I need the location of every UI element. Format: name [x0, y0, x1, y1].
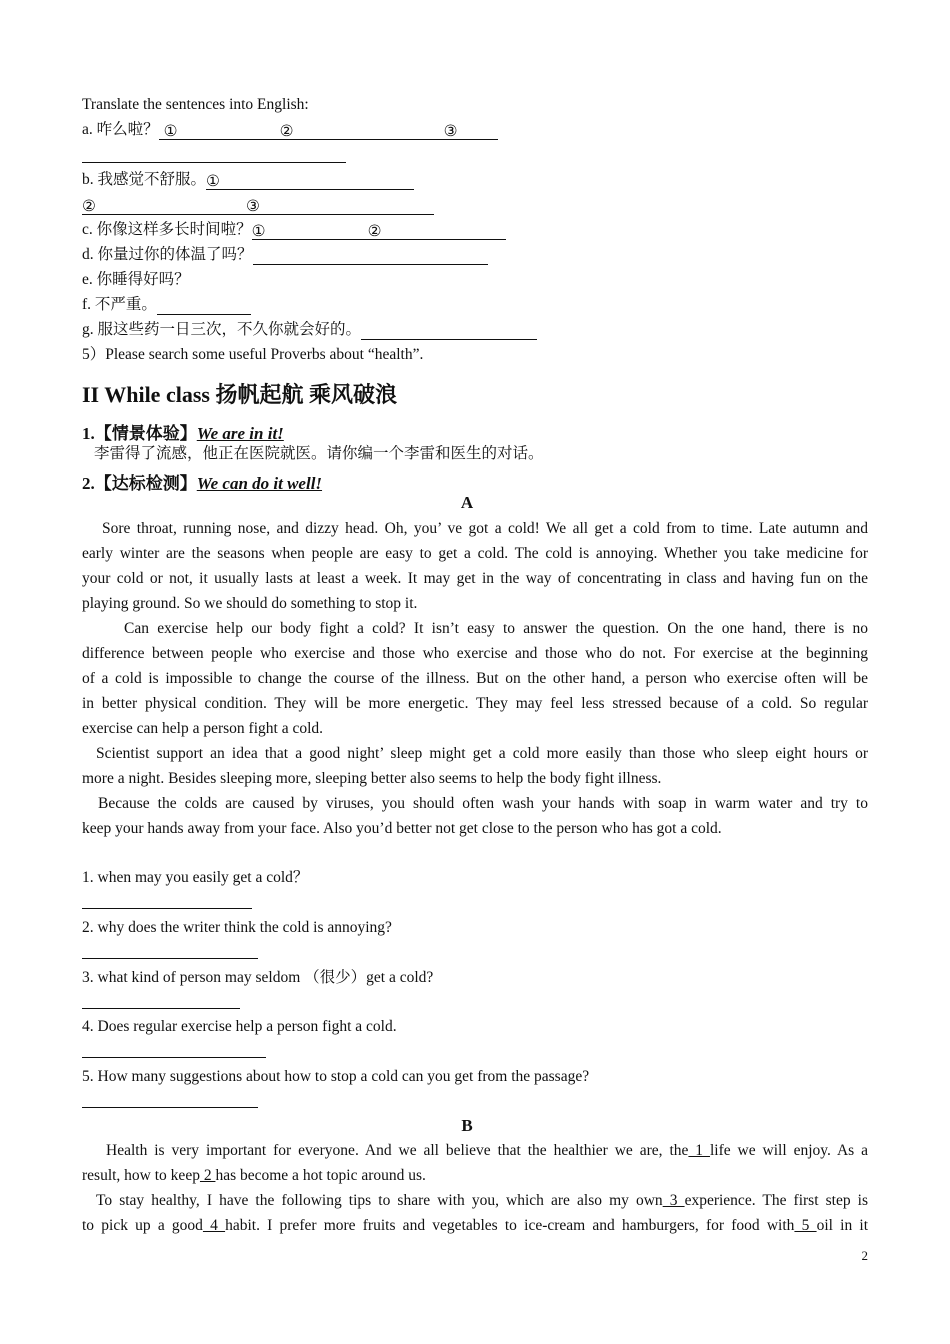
section2-label: 2.【达标检测】 [82, 474, 197, 493]
item-a-answer-3[interactable]: ③ [444, 122, 498, 140]
passage-b-line: To stay healthy, I have the following tips to share with you, which are also my own 3 experience. The first step is [96, 1192, 868, 1209]
item-b-answer-1[interactable]: ① [206, 172, 414, 190]
item-c-answer-1[interactable]: ① [252, 222, 368, 240]
passage-a-line: Because the colds are caused by viruses, you should often wash your hands with soap in warm water and try to [98, 795, 868, 812]
item-a-answer-2[interactable]: ② [280, 122, 444, 140]
passage-a-line: difference between people who exercise and those who exercise and those who do not. For exercise at the beginning [82, 645, 868, 662]
item-f-answer[interactable] [161, 297, 251, 315]
item-d-answer[interactable] [258, 247, 488, 265]
answer-line-3[interactable] [82, 1008, 240, 1009]
passage-a-line: Can exercise help our body fight a cold? It isn’t easy to answer the question. On the one hand, there is no [124, 620, 868, 637]
item-b-answer-2[interactable]: ② [82, 197, 246, 215]
item-d-label: d. 你量过你的体温了吗？ [82, 246, 253, 263]
item-d [82, 245, 488, 265]
passage-a-line: keep your hands away from your face. Also you’d better not get close to the person who has got a cold. [82, 820, 722, 837]
passage-b-line: to pick up a good 4 habit. I prefer more fruits and vegetables to ice-cream and hamburgers, for food with 5 oil in it [82, 1217, 869, 1234]
item-g-answer[interactable] [365, 322, 537, 340]
blank-2[interactable]: 2 [199, 1167, 216, 1184]
item-c-label: c. 你像这样多长时间啦？ [82, 221, 252, 238]
answer-line-5[interactable] [82, 1107, 258, 1108]
passage-a-line: Sore throat, running nose, and dizzy head. Oh, you’ ve got a cold! We all get a cold from to time. Late autumn and [102, 520, 868, 537]
blank-1[interactable]: 1 [688, 1142, 710, 1159]
item-g [82, 320, 537, 340]
answer-line-4[interactable] [82, 1057, 266, 1058]
page-number: 2 [861, 1248, 868, 1263]
section1-title: We are in it! [196, 424, 284, 443]
item-b-cont [82, 195, 434, 215]
passage-a-line: of a cold is impossible to change the course of the illness. But on the other hand, a person who exercise often will be [82, 670, 868, 687]
blank-3[interactable]: 3 [662, 1192, 685, 1209]
passage-a-line: exercise can help a person fight a cold. [82, 720, 324, 737]
section1-heading [82, 419, 284, 444]
section2-title: We can do it well! [196, 474, 323, 493]
translate-instruction: Translate the sentences into English: [82, 96, 309, 113]
item-g-label: g. 服这些药一日三次，不久你就会好的。 [82, 321, 362, 338]
passage-a-line: playing ground. So we should do something to stop it. [82, 595, 418, 612]
item-c-answer-2[interactable]: ② [368, 222, 506, 240]
item-b-answer-3[interactable]: ③ [246, 197, 434, 215]
while-class-heading: II While class 扬帆起航 乘风破浪 [82, 382, 397, 407]
item-c [82, 220, 506, 240]
item-a [82, 120, 498, 140]
question-5: 5. How many suggestions about how to stop a cold can you get from the passage? [82, 1068, 590, 1085]
passage-a-line: your cold or not, it usually lasts at least a week. It may get in the way of concentrating in class and having fun on the [82, 570, 868, 587]
passage-a-line: Scientist support an idea that a good night’ sleep might get a cold more easily than those who sleep eight hours or [96, 745, 868, 762]
item-e: e. 你睡得好吗？ [82, 271, 190, 288]
section1-task: 李雷得了流感，他正在医院就医。请你编一个李雷和医生的对话。 [94, 445, 544, 462]
question-1: 1. when may you easily get a cold？ [82, 869, 309, 886]
question-2: 2. why does the writer think the cold is annoying? [82, 919, 392, 936]
item-f [82, 295, 251, 315]
passage-a-letter: A [460, 493, 474, 512]
question-3: 3. what kind of person may seldom （很少）get a cold? [82, 969, 434, 986]
blank-5[interactable]: 5 [794, 1217, 817, 1234]
passage-b-line: Health is very important for everyone. And we all believe that the healthier we are, the 1 life we will enjoy. As a [106, 1142, 868, 1159]
item-b-label: b. 我感觉不舒服。 [82, 171, 207, 188]
passage-a-line: more a night. Besides sleeping more, sleeping better also seems to help the body fight illness. [82, 770, 662, 787]
answer-line-1[interactable] [82, 908, 252, 909]
question-4: 4. Does regular exercise help a person fight a cold. [82, 1018, 397, 1035]
answer-line-2[interactable] [82, 958, 258, 959]
blank-4[interactable]: 4 [202, 1217, 226, 1234]
item-a-answer-1[interactable]: ① [164, 122, 280, 140]
passage-a-line: in better physical condition. They will be more energetic. They may feel less stressed because of a cold. So regular [82, 695, 868, 712]
passage-a-line: early winter are the seasons when people are easy to get a cold. The cold is annoying. Whether you take medicine for [82, 545, 868, 562]
section2-heading [82, 469, 322, 494]
section1-label: 1.【情景体验】 [82, 424, 197, 443]
passage-b-line: result, how to keep 2 has become a hot topic around us. [82, 1167, 426, 1184]
item-b [82, 170, 414, 190]
item-a-answer-line[interactable] [82, 162, 346, 163]
item-a-label: a. 咋么啦？ [82, 121, 159, 138]
passage-b-letter: B [461, 1116, 473, 1135]
proverbs-task: 5）Please search some useful Proverbs about “health”. [82, 346, 424, 363]
item-f-label: f. 不严重。 [82, 296, 157, 313]
